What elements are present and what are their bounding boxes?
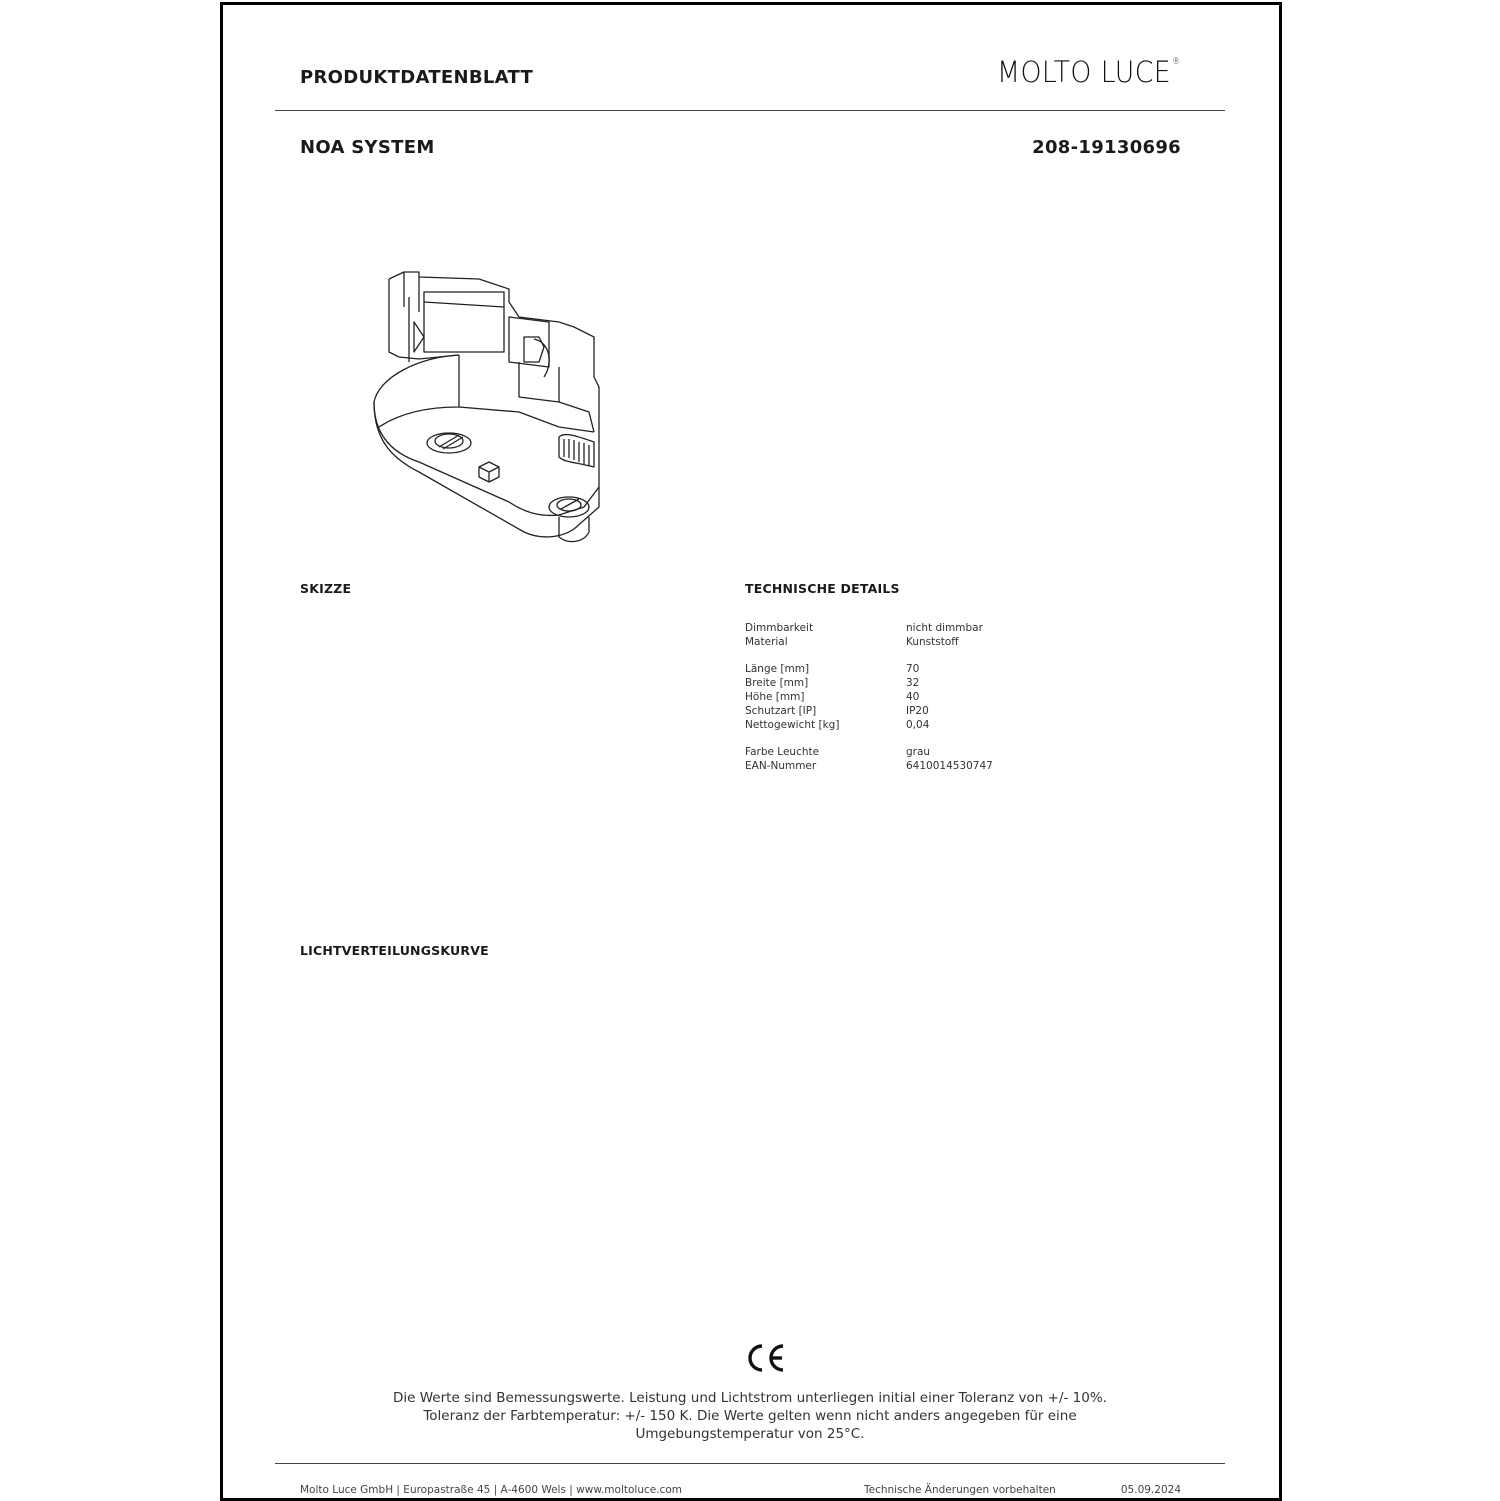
spec-label: Nettogewicht [kg] bbox=[745, 718, 840, 731]
brand-logo bbox=[997, 55, 1181, 89]
spec-row bbox=[745, 719, 993, 733]
spec-value: 32 bbox=[906, 677, 920, 690]
spec-value: nicht dimmbar bbox=[906, 622, 983, 634]
section-light-title: LICHTVERTEILUNGSKURVE bbox=[300, 943, 489, 958]
spec-row bbox=[745, 677, 993, 691]
spec-row bbox=[745, 705, 993, 719]
disclaimer-text bbox=[275, 1389, 1225, 1443]
spec-row bbox=[745, 636, 993, 650]
doc-type-title: PRODUKTDATENBLATT bbox=[300, 67, 534, 88]
spec-row bbox=[745, 622, 993, 636]
tech-details-list bbox=[745, 622, 993, 774]
disclaimer-line: Umgebungstemperatur von 25°C. bbox=[635, 1426, 865, 1442]
spec-label: Dimmbarkeit bbox=[745, 622, 814, 634]
spec-label: Schutzart [IP] bbox=[745, 704, 817, 717]
header-divider bbox=[275, 110, 1225, 111]
spec-row bbox=[745, 760, 993, 774]
footer-date: 05.09.2024 bbox=[1120, 1484, 1181, 1496]
disclaimer-line: Toleranz der Farbtemperatur: +/- 150 K. Die Werte gelten wenn nicht anders angegeben für eine bbox=[423, 1408, 1077, 1424]
ce-mark-icon bbox=[744, 1343, 786, 1373]
spec-label: Breite [mm] bbox=[745, 677, 809, 690]
spec-value: Kunststoff bbox=[906, 635, 959, 648]
footer-company: Molto Luce GmbH | Europastraße 45 | A-4600 Wels | www.moltoluce.com bbox=[300, 1484, 682, 1496]
spec-label: Länge [mm] bbox=[745, 663, 810, 676]
brand-name: MOLTO LUCE bbox=[997, 55, 1172, 89]
spec-value: grau bbox=[906, 746, 931, 759]
product-name: NOA SYSTEM bbox=[300, 137, 435, 158]
spec-label: Höhe [mm] bbox=[745, 690, 805, 703]
spec-value: 40 bbox=[906, 690, 920, 703]
spec-value: IP20 bbox=[906, 704, 929, 717]
spec-value: 6410014530747 bbox=[906, 759, 993, 772]
registered-mark: ® bbox=[1172, 57, 1181, 67]
disclaimer-line: Die Werte sind Bemessungswerte. Leistung und Lichtstrom unterliegen initial einer Toleranz von +/- 10%. bbox=[393, 1390, 1107, 1406]
spec-value: 0,04 bbox=[906, 718, 930, 731]
section-sketch-title: SKIZZE bbox=[300, 581, 352, 596]
product-image bbox=[359, 267, 629, 552]
spec-label: Material bbox=[745, 635, 788, 648]
spec-label: EAN-Nummer bbox=[745, 759, 817, 772]
footer-notice: Technische Änderungen vorbehalten bbox=[864, 1484, 1056, 1496]
section-tech-title: TECHNISCHE DETAILS bbox=[745, 581, 900, 596]
spec-row bbox=[745, 691, 993, 705]
spec-row bbox=[745, 746, 993, 760]
footer-divider bbox=[275, 1463, 1225, 1464]
spec-label: Farbe Leuchte bbox=[745, 746, 820, 759]
spec-row bbox=[745, 663, 993, 677]
datasheet-page bbox=[220, 2, 1282, 1501]
product-number: 208-19130696 bbox=[1032, 137, 1181, 158]
spec-value: 70 bbox=[906, 663, 920, 676]
